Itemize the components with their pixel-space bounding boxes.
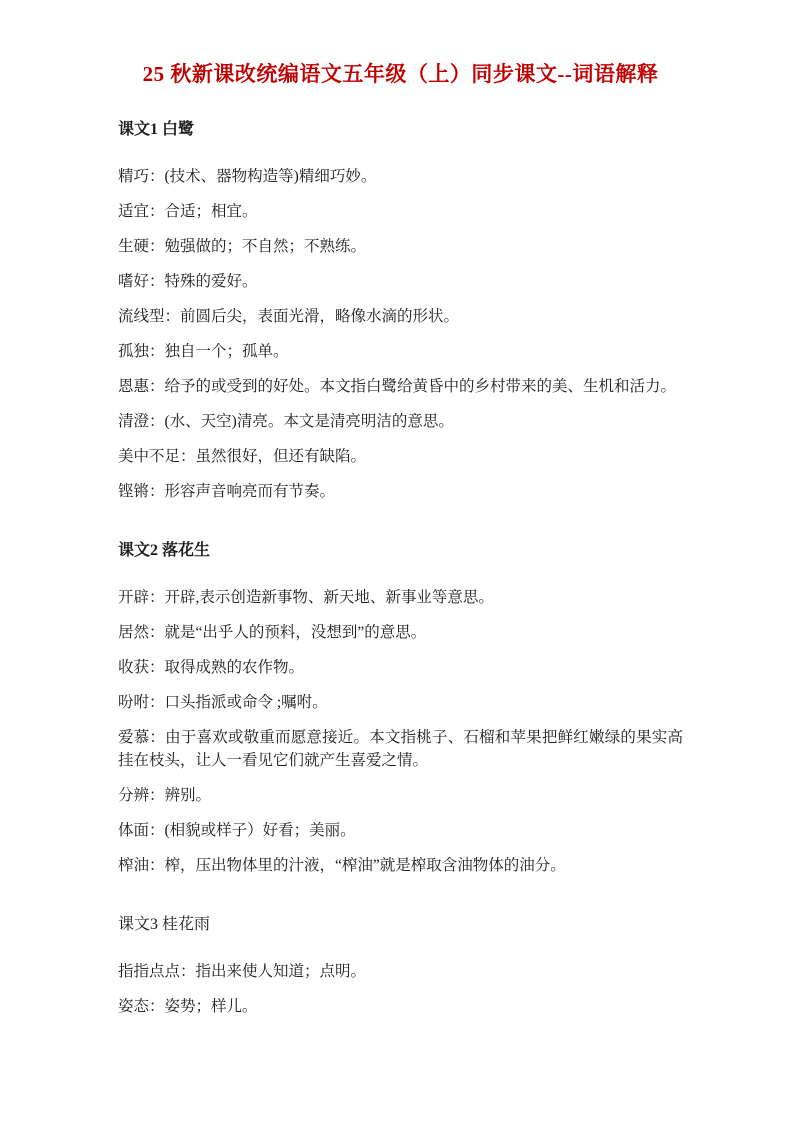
definition-entry: 爱慕：由于喜欢或敬重而愿意接近。本文指桃子、石榴和苹果把鲜红嫩绿的果实高挂在枝头，让人一看见它们就产生喜爱之情。 [118, 729, 683, 769]
definition-entry: 姿态：姿势；样儿。 [118, 998, 258, 1015]
definition-entry: 流线型：前圆后尖，表面光滑，略像水滴的形状。 [118, 308, 460, 325]
definition-entry: 铿锵：形容声音响亮而有节奏。 [118, 483, 336, 500]
definition-list [118, 960, 683, 1018]
definition-entry: 恩惠：给予的或受到的好处。本文指白鹭给黄昏中的乡村带来的美、生机和活力。 [118, 378, 677, 395]
definition-entry: 榨油：榨，压出物体里的汁液，“榨油”就是榨取含油物体的油分。 [118, 857, 566, 874]
definition-entry: 清澄：(水、天空)清亮。本文是清亮明洁的意思。 [118, 413, 454, 430]
definition-entry: 孤独：独自一个；孤单。 [118, 343, 289, 360]
definition-entry: 生硬：勉强做的；不自然；不熟练。 [118, 238, 367, 255]
course-section [118, 118, 683, 503]
definition-entry: 精巧：(技术、器物构造等)精细巧妙。 [118, 168, 377, 185]
document-title: 25 秋新课改统编语文五年级（上）同步课文--词语解释 [142, 62, 659, 86]
definition-entry: 指指点点：指出来使人知道；点明。 [118, 963, 367, 980]
definition-list [118, 165, 683, 503]
section-heading: 课文2 落花生 [118, 542, 211, 559]
definition-entry: 开辟：开辟,表示创造新事物、新天地、新事业等意思。 [118, 589, 494, 606]
definition-entry: 适宜：合适；相宜。 [118, 203, 258, 220]
definition-entry: 收获：取得成熟的农作物。 [118, 659, 305, 676]
section-heading: 课文1 白鹭 [118, 121, 195, 138]
sections-container [118, 118, 683, 1018]
definition-entry: 嗜好：特殊的爱好。 [118, 273, 258, 290]
definition-entry: 体面：(相貌或样子）好看；美丽。 [118, 822, 356, 839]
course-section [118, 539, 683, 877]
section-heading: 课文3 桂花雨 [118, 916, 211, 933]
definition-list [118, 586, 683, 877]
definition-entry: 吩咐：口头指派或命令 ;嘱咐。 [118, 694, 328, 711]
definition-entry: 分辨：辨别。 [118, 787, 212, 804]
course-section [118, 913, 683, 1018]
definition-entry: 居然：就是“出乎人的预料，没想到”的意思。 [118, 624, 427, 641]
definition-entry: 美中不足：虽然很好，但还有缺陷。 [118, 448, 367, 465]
